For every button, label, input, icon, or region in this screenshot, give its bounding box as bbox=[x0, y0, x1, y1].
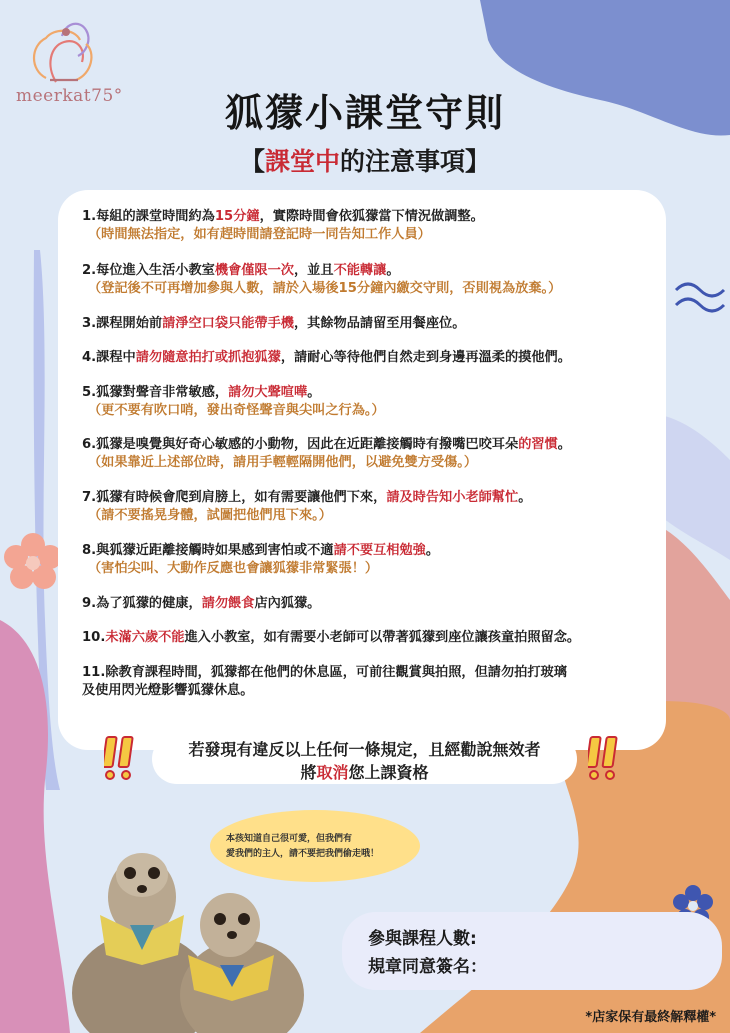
rule-highlight: 請不要互相勉強 bbox=[333, 543, 426, 558]
rule-11 bbox=[82, 664, 672, 700]
rule-text: 進入小教室，如有需要小老師可以帶著狐獴到座位讓孩童拍照留念。 bbox=[184, 630, 581, 645]
rule-3 bbox=[82, 315, 672, 333]
warning-line-2 bbox=[152, 761, 577, 784]
speech-text bbox=[226, 832, 416, 862]
rule-text: 及使用閃光燈影響狐獴休息。 bbox=[82, 683, 254, 698]
subtitle-highlight: 課堂中 bbox=[264, 147, 340, 176]
exclamation-icon bbox=[588, 735, 622, 781]
rule-text: ，請耐心等待他們自然走到身邊再溫柔的摸他們。 bbox=[280, 350, 571, 365]
rule-1 bbox=[82, 208, 672, 244]
rule-text: 4.課程中 bbox=[82, 350, 136, 365]
rule-5 bbox=[82, 384, 672, 420]
warning-line-1: 若發現有違反以上任何一條規定，且經勸說無效者 bbox=[188, 740, 541, 759]
signature-label: 規章同意簽名： bbox=[368, 957, 487, 977]
speech-line-1: 本孩知道自己很可愛，但我們有 bbox=[226, 834, 353, 844]
rule-6 bbox=[82, 436, 672, 472]
rule-text: 。 bbox=[557, 437, 571, 452]
rule-highlight: 請淨空口袋只能帶手機 bbox=[162, 316, 294, 331]
rule-highlight: 不能轉讓 bbox=[333, 263, 387, 278]
rule-note: （害怕尖叫、大動作反應也會讓狐獴非常緊張！） bbox=[88, 561, 379, 576]
page-subtitle bbox=[0, 142, 730, 178]
rule-note: （更不要有吹口哨，發出奇怪聲音與尖叫之行為。） bbox=[88, 403, 385, 418]
rule-9 bbox=[82, 595, 672, 613]
rule-highlight: 機會僅限一次 bbox=[214, 263, 294, 278]
rule-highlight: 的習慣 bbox=[518, 437, 558, 452]
rule-note: （時間無法指定，如有趕時間請登記時一同告知工作人員） bbox=[88, 227, 431, 242]
rule-note: （請不要搖晃身體，試圖把他們甩下來。） bbox=[88, 508, 332, 523]
rule-text: 3.課程開始前 bbox=[82, 316, 163, 331]
rule-text: 7.狐獴有時候會爬到肩膀上，如有需要讓他們下來， bbox=[82, 490, 387, 505]
subtitle-close-bracket: 】 bbox=[465, 147, 491, 176]
rule-text: 11.除教育課程時間，狐獴都在他們的休息區，可前往觀賞與拍照，但請勿拍打玻璃 bbox=[82, 665, 567, 680]
rule-8 bbox=[82, 542, 672, 578]
rule-text: 6.狐獴是嗅覺與好奇心敏感的小動物，因此在近距離接觸時有撥嘴巴咬耳朵 bbox=[82, 437, 519, 452]
rule-4 bbox=[82, 349, 672, 367]
rule-text: ，實際時間會依狐獴當下情況做調整。 bbox=[259, 209, 484, 224]
rule-7 bbox=[82, 489, 672, 525]
rule-highlight: 請勿隨意拍打或抓抱狐獴 bbox=[135, 350, 281, 365]
wave-icon bbox=[676, 284, 724, 311]
rule-text: 店內狐獴。 bbox=[254, 596, 321, 611]
logo-text: meerkat75° bbox=[16, 86, 123, 106]
rule-highlight: 請勿大聲喧嘩 bbox=[228, 385, 308, 400]
subtitle-open-bracket: 【 bbox=[239, 147, 265, 176]
rule-text: ，其餘物品請留至用餐座位。 bbox=[294, 316, 466, 331]
rule-text: 5.狐獴對聲音非常敏感， bbox=[82, 385, 229, 400]
warning-text-part: 您上課資格 bbox=[348, 763, 429, 782]
rule-highlight: 請及時告知小老師幫忙 bbox=[386, 490, 519, 505]
subtitle-text: 的注意事項 bbox=[340, 147, 466, 176]
rule-highlight: 未滿六歲不能 bbox=[105, 630, 185, 645]
rule-text: 2.每位進入生活小教室 bbox=[82, 263, 215, 278]
rule-text: 10. bbox=[82, 630, 106, 645]
rule-highlight: 請勿餵食 bbox=[201, 596, 255, 611]
rule-text: 8.與狐獴近距離接觸時如果感到害怕或不適 bbox=[82, 543, 334, 558]
rule-text: 。 bbox=[425, 543, 440, 558]
warning-highlight: 取消 bbox=[316, 763, 349, 782]
page-title: 狐獴小課堂守則 bbox=[224, 91, 505, 135]
rule-2 bbox=[82, 262, 672, 298]
rule-note: （如果靠近上述部位時，請用手輕輕隔開他們，以避免雙方受傷。） bbox=[88, 455, 478, 470]
rule-text: 。 bbox=[518, 490, 532, 505]
warning-text bbox=[152, 738, 577, 784]
rule-text: ，並且 bbox=[294, 263, 334, 278]
warning-text-part: 將 bbox=[300, 763, 317, 782]
rule-text: 9.為了狐獴的健康， bbox=[82, 596, 202, 611]
participants-label: 參與課程人數: bbox=[368, 929, 477, 949]
rule-note: （登記後不可再增加參與人數，請於入場後15分鐘內繳交守則，否則視為放棄。） bbox=[88, 281, 562, 296]
speech-line-2: 愛我們的主人，請不要把我們偷走哦！ bbox=[226, 849, 380, 859]
footnote: *店家保有最終解釋權* bbox=[585, 1010, 716, 1025]
exclamation-icon bbox=[104, 735, 138, 781]
rule-highlight: 15分鐘 bbox=[214, 209, 260, 224]
rule-10 bbox=[82, 629, 672, 647]
rule-text: 。 bbox=[307, 385, 321, 400]
rule-text: 。 bbox=[386, 263, 400, 278]
pink-flower-icon bbox=[4, 533, 62, 589]
rule-text: 1.每組的課堂時間約為 bbox=[82, 209, 215, 224]
